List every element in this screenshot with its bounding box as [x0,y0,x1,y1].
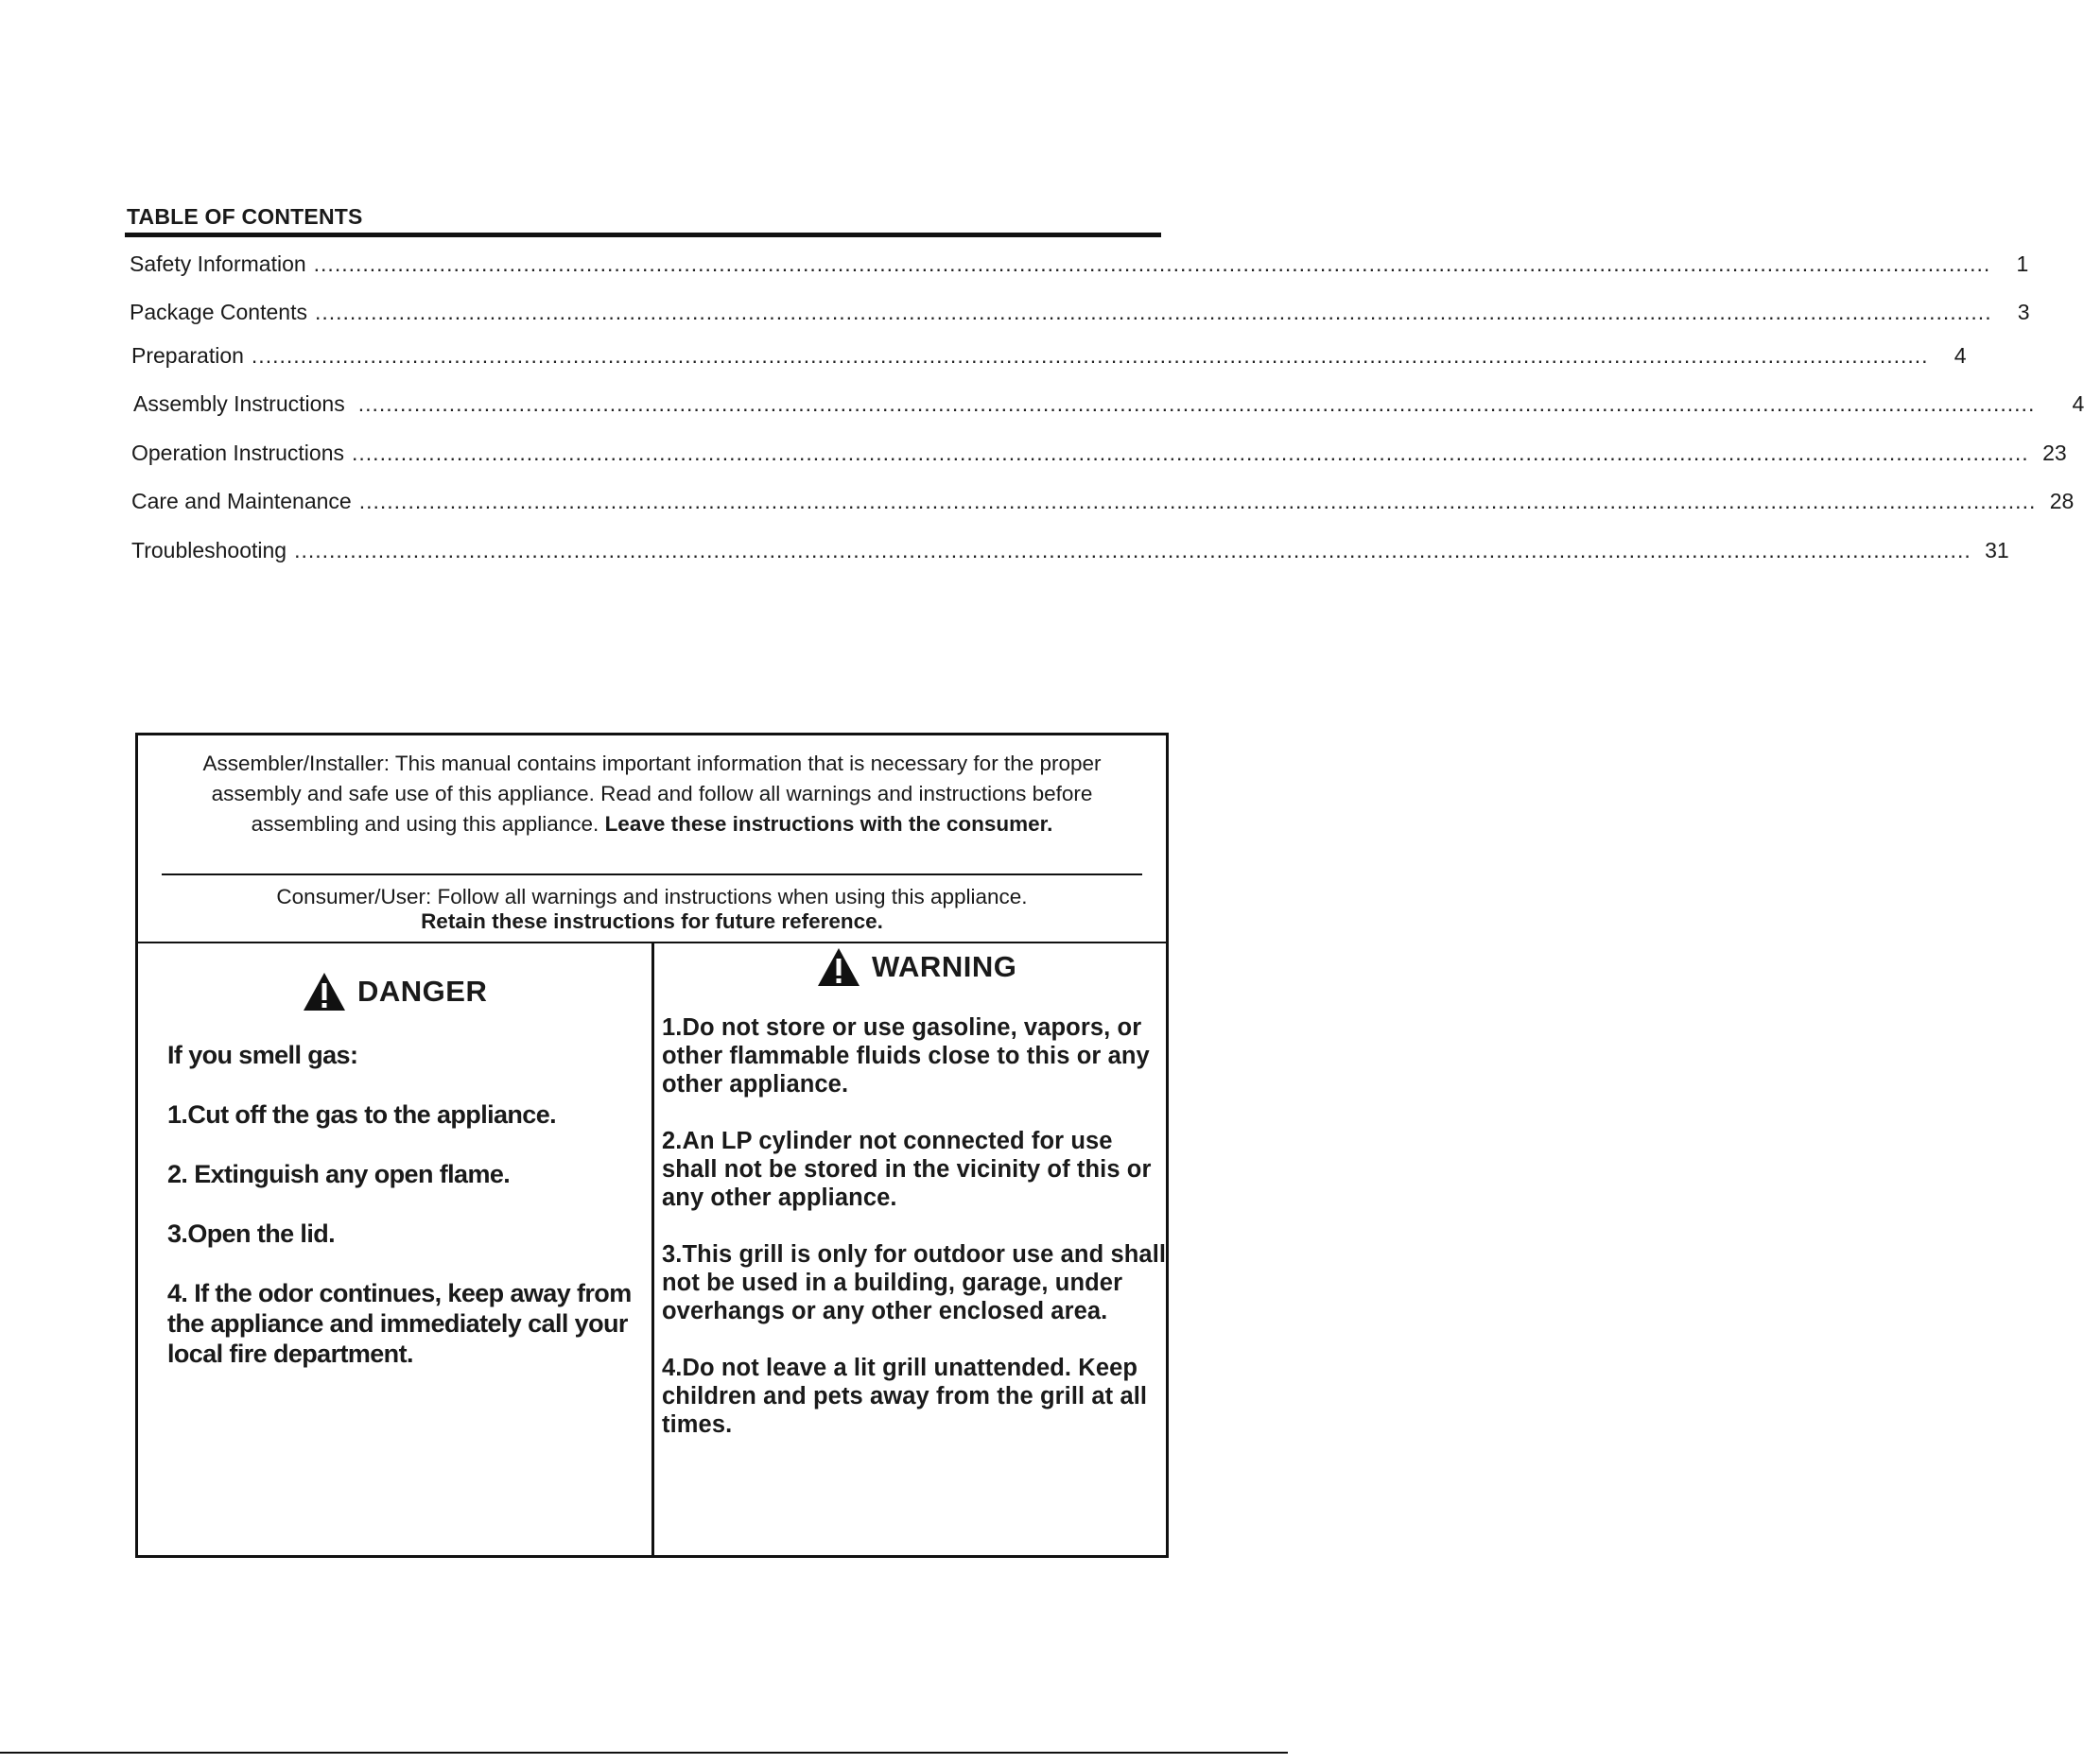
page-bottom-rule [0,1752,1288,1754]
consumer-notice-text: Consumer/User: Follow all warnings and instructions when using this appliance. [276,885,1028,908]
toc-entry-page: 23 [2042,441,2067,465]
toc-entry-label: Operation Instructions [131,441,345,465]
toc-leader-dots: ................................................................................................................................................................................................................................................ [294,538,1971,562]
danger-section [138,943,651,1558]
toc-entry-label: Package Contents [130,300,307,324]
toc-entry-page: 4 [1954,343,1967,368]
toc-entry-label: Preparation [131,343,244,368]
toc-entry-operation[interactable] [131,439,2067,467]
danger-item: 1.Cut off the gas to the appliance. [167,1100,557,1129]
danger-title: DANGER [357,975,488,1008]
toc-entry-safety[interactable] [130,250,2029,278]
toc-entry-page: 1 [2016,251,2029,276]
warning-instructions [662,1013,1169,1467]
warning-item: 1.Do not store or use gasoline, vapors, or other flammable fluids close to this or any other appliance. [662,1014,1150,1098]
consumer-notice-emphasis: Retain these instructions for future reference. [421,909,883,933]
toc-leader-dots: ................................................................................................................................................................................................................................................ [352,441,2029,465]
toc-entry-page: 3 [2017,300,2030,324]
warning-item: 2.An LP cylinder not connected for use shall not be stored in the vicinity of this or any other appliance. [662,1128,1152,1211]
warning-section [654,943,1169,1558]
safety-notice-box [135,733,1169,1558]
toc-entry-preparation[interactable] [131,341,1967,370]
danger-item: 4. If the odor continues, keep away from the appliance and immediately call your local fire department. [167,1279,632,1368]
toc-entry-care[interactable] [131,487,2075,515]
toc-entry-page: 31 [1985,538,2009,562]
notice-header [138,735,1166,943]
toc-title: TABLE OF CONTENTS [127,204,363,229]
warning-triangle-icon [817,947,860,987]
assembler-notice-emphasis: Leave these instructions with the consumer. [604,812,1053,836]
warning-triangle-icon [303,972,346,1012]
toc-entry-label: Assembly Instructions [133,391,345,416]
toc-entry-package[interactable] [130,298,2030,326]
toc-entry-assembly[interactable] [133,389,2084,418]
warning-heading [817,947,1016,987]
warning-title: WARNING [872,950,1017,983]
toc-entry-label: Troubleshooting [131,538,287,562]
notice-divider [162,873,1142,875]
toc-leader-dots: ................................................................................................................................................................................................................................................ [358,489,2037,513]
assembler-notice [157,749,1147,839]
toc-leader-dots: ................................................................................................................................................................................................................................................ [313,251,1991,276]
consumer-notice [157,885,1147,934]
toc-entry-label: Safety Information [130,251,306,276]
toc-entry-troubleshooting[interactable] [131,536,2009,564]
toc-entry-label: Care and Maintenance [131,489,352,513]
toc-leader-dots: ................................................................................................................................................................................................................................................ [251,343,1929,368]
toc-leader-dots: ................................................................................................................................................................................................................................................ [357,391,2036,416]
danger-heading [303,972,487,1012]
toc-entry-page: 28 [2049,489,2075,513]
toc-divider [125,233,1161,237]
danger-item: 3.Open the lid. [167,1219,336,1248]
assembler-notice-text: Assembler/Installer: This manual contains important information that is necessary for the proper assembly and safe use of this appliance. Read and follow all warnings and instructions before assembling and using this appliance. [202,752,1102,836]
toc-leader-dots: ................................................................................................................................................................................................................................................ [314,300,1992,324]
danger-item: 2. Extinguish any open flame. [167,1160,511,1188]
danger-intro: If you smell gas: [167,1041,358,1069]
toc-entry-page: 4 [2072,391,2084,416]
warning-item: 3.This grill is only for outdoor use and shall not be used in a building, garage, under overhangs or any other enclosed area. [662,1241,1167,1324]
warning-item: 4.Do not leave a lit grill unattended. Keep children and pets away from the grill at all times. [662,1355,1148,1438]
danger-instructions [167,1040,640,1398]
